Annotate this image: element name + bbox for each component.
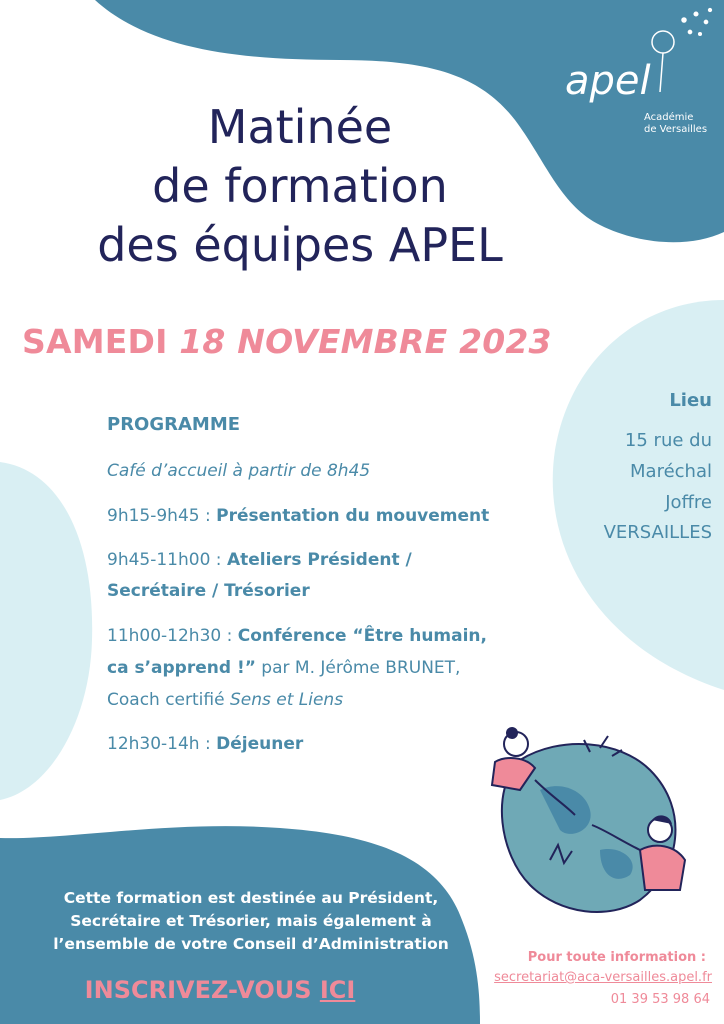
- title-line1: Matinée: [207, 100, 393, 154]
- contact-heading: Pour toute information :: [527, 950, 706, 965]
- lieu-line2: Maréchal: [630, 461, 712, 482]
- logo-apel: apel: [565, 58, 651, 104]
- programme-item4: [107, 729, 303, 759]
- lieu-line1: 15 rue du: [624, 430, 712, 451]
- item2-label-line2: Secrétaire / Trésorier: [107, 581, 310, 601]
- item3-time: 11h00-12h30 :: [107, 626, 238, 646]
- lieu-line3: Joffre: [665, 492, 712, 513]
- lieu-line4: VERSAILLES: [603, 522, 712, 543]
- item2-time: 9h45-11h00 :: [107, 550, 227, 570]
- programme-item3-cont: [107, 653, 460, 683]
- programme-item1: [107, 501, 489, 531]
- date-value: 18 NOVEMBRE 2023: [179, 322, 552, 361]
- lieu-heading: Lieu: [669, 390, 712, 411]
- item1-time: 9h15-9h45 :: [107, 506, 217, 526]
- item4-label: Déjeuner: [216, 734, 304, 754]
- item1-label: Présentation du mouvement: [216, 506, 490, 526]
- date-day: SAMEDI: [22, 322, 180, 361]
- audience-line3: l’ensemble de votre Conseil d’Administration: [53, 935, 449, 953]
- event-date: [22, 322, 552, 361]
- programme-item2-cont: [107, 576, 310, 606]
- logo-sub-line1: Académie: [644, 112, 694, 123]
- register-text: INSCRIVEZ-VOUS: [84, 976, 320, 1004]
- programme-heading: PROGRAMME: [107, 414, 241, 435]
- item4-time: 12h30-14h :: [107, 734, 217, 754]
- programme-item2: [107, 545, 412, 575]
- contact-email-link[interactable]: secretariat@aca-versailles.apel.fr: [494, 970, 712, 985]
- contact-phone: 01 39 53 98 64: [610, 992, 710, 1007]
- title-line3: des équipes APEL: [97, 218, 503, 272]
- item3-label-line1: Conférence “Être humain,: [237, 626, 487, 646]
- item3-speaker: par M. Jérôme BRUNET,: [255, 658, 461, 678]
- programme-cafe: [107, 456, 370, 486]
- item3-coach-org: Sens et Liens: [229, 690, 344, 710]
- item3-coach: Coach certifié: [107, 690, 230, 710]
- programme-item3-coach: [107, 685, 343, 715]
- item2-label-line1: Ateliers Président /: [226, 550, 412, 570]
- audience-line1: Cette formation est destinée au Président,: [63, 889, 439, 907]
- title-line2: de formation: [152, 159, 448, 213]
- cafe-text: Café d’accueil à partir de 8h45: [107, 461, 371, 481]
- logo-subtitle: [644, 112, 707, 136]
- audience-note: [16, 887, 486, 956]
- page-title: [0, 98, 600, 275]
- audience-line2: Secrétaire et Trésorier, mais également à: [70, 912, 432, 930]
- left-light-circle: [0, 462, 92, 800]
- register-link[interactable]: ICI: [319, 976, 356, 1004]
- item3-label-line2: ca s’apprend !”: [107, 658, 256, 678]
- hug-globe-illustration: [492, 727, 685, 912]
- register-cta: [40, 976, 400, 1004]
- programme-item3: [107, 621, 487, 651]
- logo-sub-line2: de Versailles: [644, 124, 708, 135]
